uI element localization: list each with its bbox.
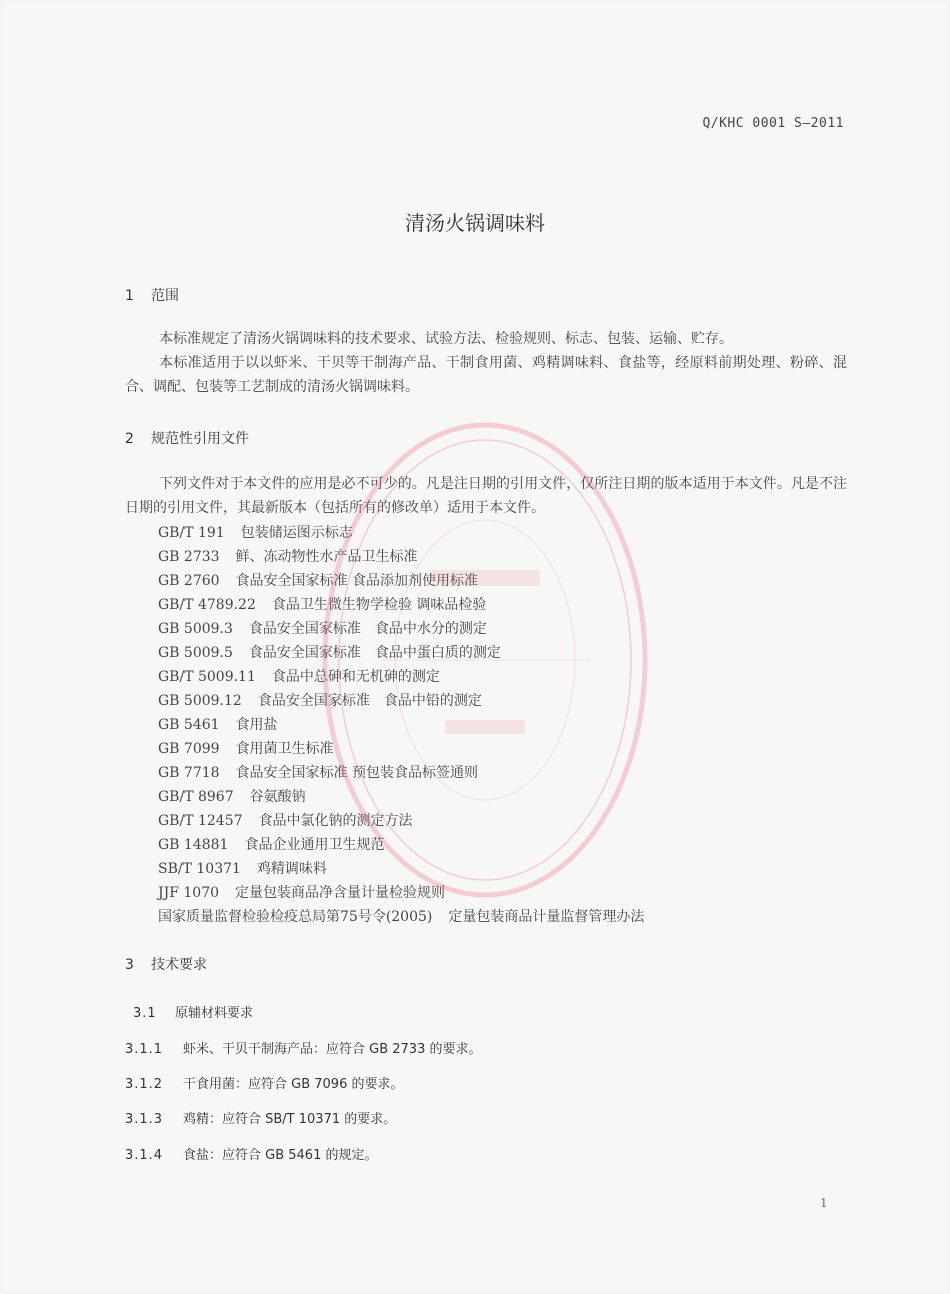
reference-item [158,689,644,713]
reference-name: 鲜、冻动物性水产品卫生标准 [235,549,418,565]
reference-item [158,665,644,689]
reference-code: GB 7099 [158,741,220,757]
normative-intro: 下列文件对于本文件的应用是必不可少的。凡是注日期的引用文件，仅所注日期的版本适用于本文件。凡是不注日期的引用文件，其最新版本（包括所有的修改单）适用于本文件。 [125,476,847,516]
reference-name: 食品中总砷和无机砷的测定 [271,669,440,685]
section-number: 3 [125,957,134,973]
reference-code: SB/T 10371 [158,861,241,877]
reference-name: 食品安全国家标准 食品中水分的测定 [248,621,487,637]
section-heading-normative [125,428,249,448]
reference-name: 食品安全国家标准 食品中蛋白质的测定 [248,645,501,661]
scope-paragraph-2: 本标准适用于以以虾米、干贝等干制海产品、干制食用菌、鸡精调味料、食盐等，经原料前期处理、粉碎、混合、调配、包装等工艺制成的清汤火锅调味料。 [125,355,847,395]
section-number: 1 [125,288,134,304]
reference-name: 食品中氯化钠的测定方法 [258,813,413,829]
reference-item [158,881,644,905]
reference-item [158,833,644,857]
reference-name: 定量包装商品计量监督管理办法 [448,909,645,925]
reference-name: 食用盐 [235,717,278,733]
reference-name: 食品安全国家标准 食品添加剂使用标准 [235,573,479,589]
reference-item [158,617,644,641]
requirement-item [125,1073,403,1092]
reference-name: 食用菌卫生标准 [235,741,334,757]
item-number: 3.1.4 [125,1148,164,1163]
reference-code: GB 5009.3 [158,621,233,637]
reference-code: GB 5461 [158,717,220,733]
item-number: 3.1.2 [125,1077,164,1092]
reference-code: GB 5009.5 [158,645,233,661]
reference-item [158,737,644,761]
reference-item [158,593,644,617]
reference-item [158,521,644,545]
reference-code: GB/T 5009.11 [158,669,256,685]
reference-item [158,641,644,665]
reference-code: GB 7718 [158,765,220,781]
section-heading-technical [125,954,207,974]
item-number: 3.1.1 [125,1042,164,1057]
reference-code: JJF 1070 [158,885,220,901]
reference-code: GB/T 12457 [158,813,243,829]
document-code: Q/KHC 0001 S—2011 [702,116,844,131]
reference-item [158,569,644,593]
reference-item [158,785,644,809]
requirement-item [125,1144,377,1163]
reference-item [158,809,644,833]
page-number: 1 [820,1196,828,1210]
reference-code: GB 5009.12 [158,693,242,709]
reference-item [158,857,644,881]
reference-name: 谷氨酸钠 [249,789,306,805]
reference-name: 食品安全国家标准 食品中铅的测定 [257,693,482,709]
reference-code: GB/T 8967 [158,789,234,805]
requirement-item [125,1038,481,1057]
reference-list [158,521,644,929]
section-title: 技术要求 [151,957,207,973]
reference-code: GB/T 4789.22 [158,597,256,613]
reference-name: 鸡精调味料 [256,861,327,877]
reference-name: 定量包装商品净含量计量检验规则 [235,885,446,901]
reference-item [158,545,644,569]
item-number: 3.1.3 [125,1112,164,1127]
reference-code: GB 2760 [158,573,220,589]
reference-name: 食品安全国家标准 预包装食品标签通则 [235,765,479,781]
reference-code: GB/T 191 [158,525,225,541]
section-heading-scope [125,285,179,305]
reference-item [158,905,644,929]
section-number: 2 [125,431,134,447]
reference-item [158,713,644,737]
subsection-heading [133,1002,253,1021]
reference-code: GB 2733 [158,549,220,565]
reference-name: 包装储运图示标志 [240,525,353,541]
requirement-item [125,1108,396,1127]
item-text: 虾米、干贝干制海产品：应符合 GB 2733 的要求。 [183,1042,482,1057]
item-text: 食盐：应符合 GB 5461 的规定。 [183,1148,378,1163]
item-text: 干食用菌：应符合 GB 7096 的要求。 [183,1077,404,1092]
subsection-title: 原辅材料要求 [175,1006,254,1021]
section-title: 范围 [151,288,179,304]
scope-paragraph-1: 本标准规定了清汤火锅调味料的技术要求、试验方法、检验规则、标志、包装、运输、贮存。 [159,331,733,347]
reference-name: 食品企业通用卫生规范 [244,837,385,853]
reference-item [158,761,644,785]
reference-name: 食品卫生微生物学检验 调味品检验 [271,597,487,613]
document-title: 清汤火锅调味料 [405,211,545,235]
reference-code: GB 14881 [158,837,229,853]
subsection-number: 3.1 [133,1006,157,1021]
section-title: 规范性引用文件 [151,431,249,447]
item-text: 鸡精：应符合 SB/T 10371 的要求。 [183,1112,397,1127]
reference-code: 国家质量监督检验检疫总局第75号令(2005) [158,909,433,925]
